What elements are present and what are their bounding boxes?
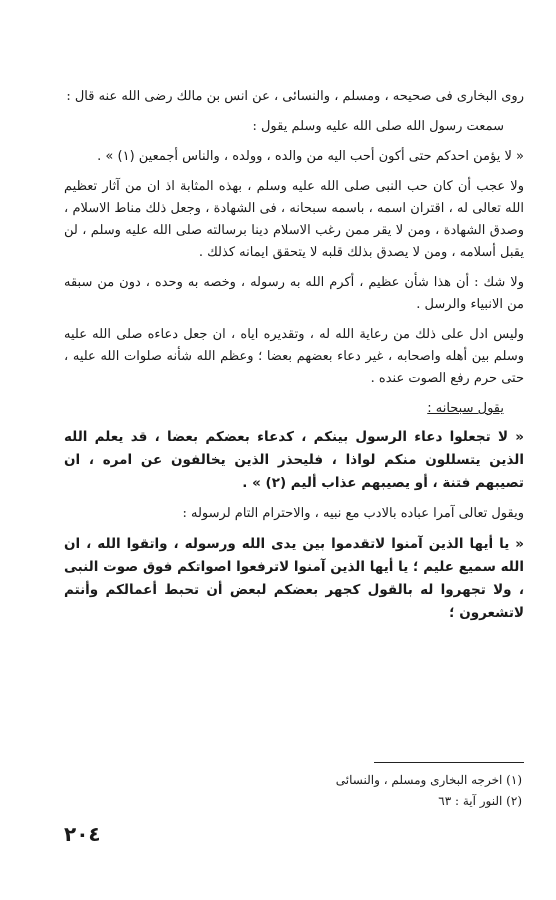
hadith-quote: « لا يؤمن احدكم حتى أكون أحب اليه من والده ، وولده ، والناس أجمعين (١) » . <box>97 149 524 164</box>
page-body <box>64 86 524 633</box>
paragraph-evidence: وليس ادل على ذلك من رعاية الله له ، وتقديره اياه ، ان جعل دعاءه صلى الله عليه وسلم بين أهله واصحابه ، غير دعاء بعضهم بعضا ؛ وعظم الله شأنه صلوات الله عليه ، حتى حرم رفع الصوت عنده . <box>64 327 524 386</box>
footnotes <box>222 770 522 812</box>
paragraph-hadith-intro: روى البخارى فى صحيحه ، ومسلم ، والنسائى ، عن انس بن مالك رضى الله عنه قال : <box>66 89 524 104</box>
quran-quote-hujurat: « يا أيها الذين آمنوا لاتقدموا بين يدى الله ورسوله ، واتقوا الله ، ان الله سميع عليم ؛ يا أيها الذين آمنوا لاترفعوا اصواتكم فوق صوت النبى ، ولا تجهروا له بالقول كجهر بعضكم لبعض أن تحبط أعمالكم وأنتم لاتشعرون ؛ <box>64 536 524 621</box>
paragraph-command-adab: ويقول تعالى آمرا عباده بالادب مع نبيه ، والاحترام التام لرسوله : <box>182 506 524 521</box>
page-number: ٢٠٤ <box>64 822 101 846</box>
footnote-1: (١) اخرجه البخارى ومسلم ، والنسائى <box>335 773 522 787</box>
paragraph-great-status: ولا شك : أن هذا شأن عظيم ، أكرم الله به رسوله ، وخصه به وحده ، دون من سبقه من الانبياء والرسل . <box>64 275 524 312</box>
footnote-2: (٢) النور آية : ٦٣ <box>438 794 522 808</box>
quran-quote-nur: « لا تجعلوا دعاء الرسول بينكم ، كدعاء بعضكم بعضا ، قد يعلم الله الذين يتسللون منكم لواذا ، فليحذر الذين يخالفون عن امره ، ان تصيبهم فتنة ، أو يصيبهم عذاب أليم (٢) » . <box>64 429 524 491</box>
paragraph-love-of-prophet: ولا عجب أن كان حب النبى صلى الله عليه وسلم ، بهذه المثابة اذ ان من آثار تعظيم الله تعالى له ، اقتران اسمه ، باسمه سبحانه ، فى الشهادة ، وجعل ذلك مناط الاسلام ، وصدق الشهادة ، ومن لا يقر ممن رغب الاسلام دينا برسالته صلى الله عليه وسلم ، لن يقبل أسلامه ، ومن لا يصدق بذلك قلبه لا يتحقق ايمانه كذلك . <box>64 179 524 260</box>
quran-intro-heading: يقول سبحانه : <box>427 401 504 416</box>
footnote-divider <box>374 762 524 763</box>
paragraph-hadith-speaker: سمعت رسول الله صلى الله عليه وسلم يقول : <box>252 119 504 134</box>
